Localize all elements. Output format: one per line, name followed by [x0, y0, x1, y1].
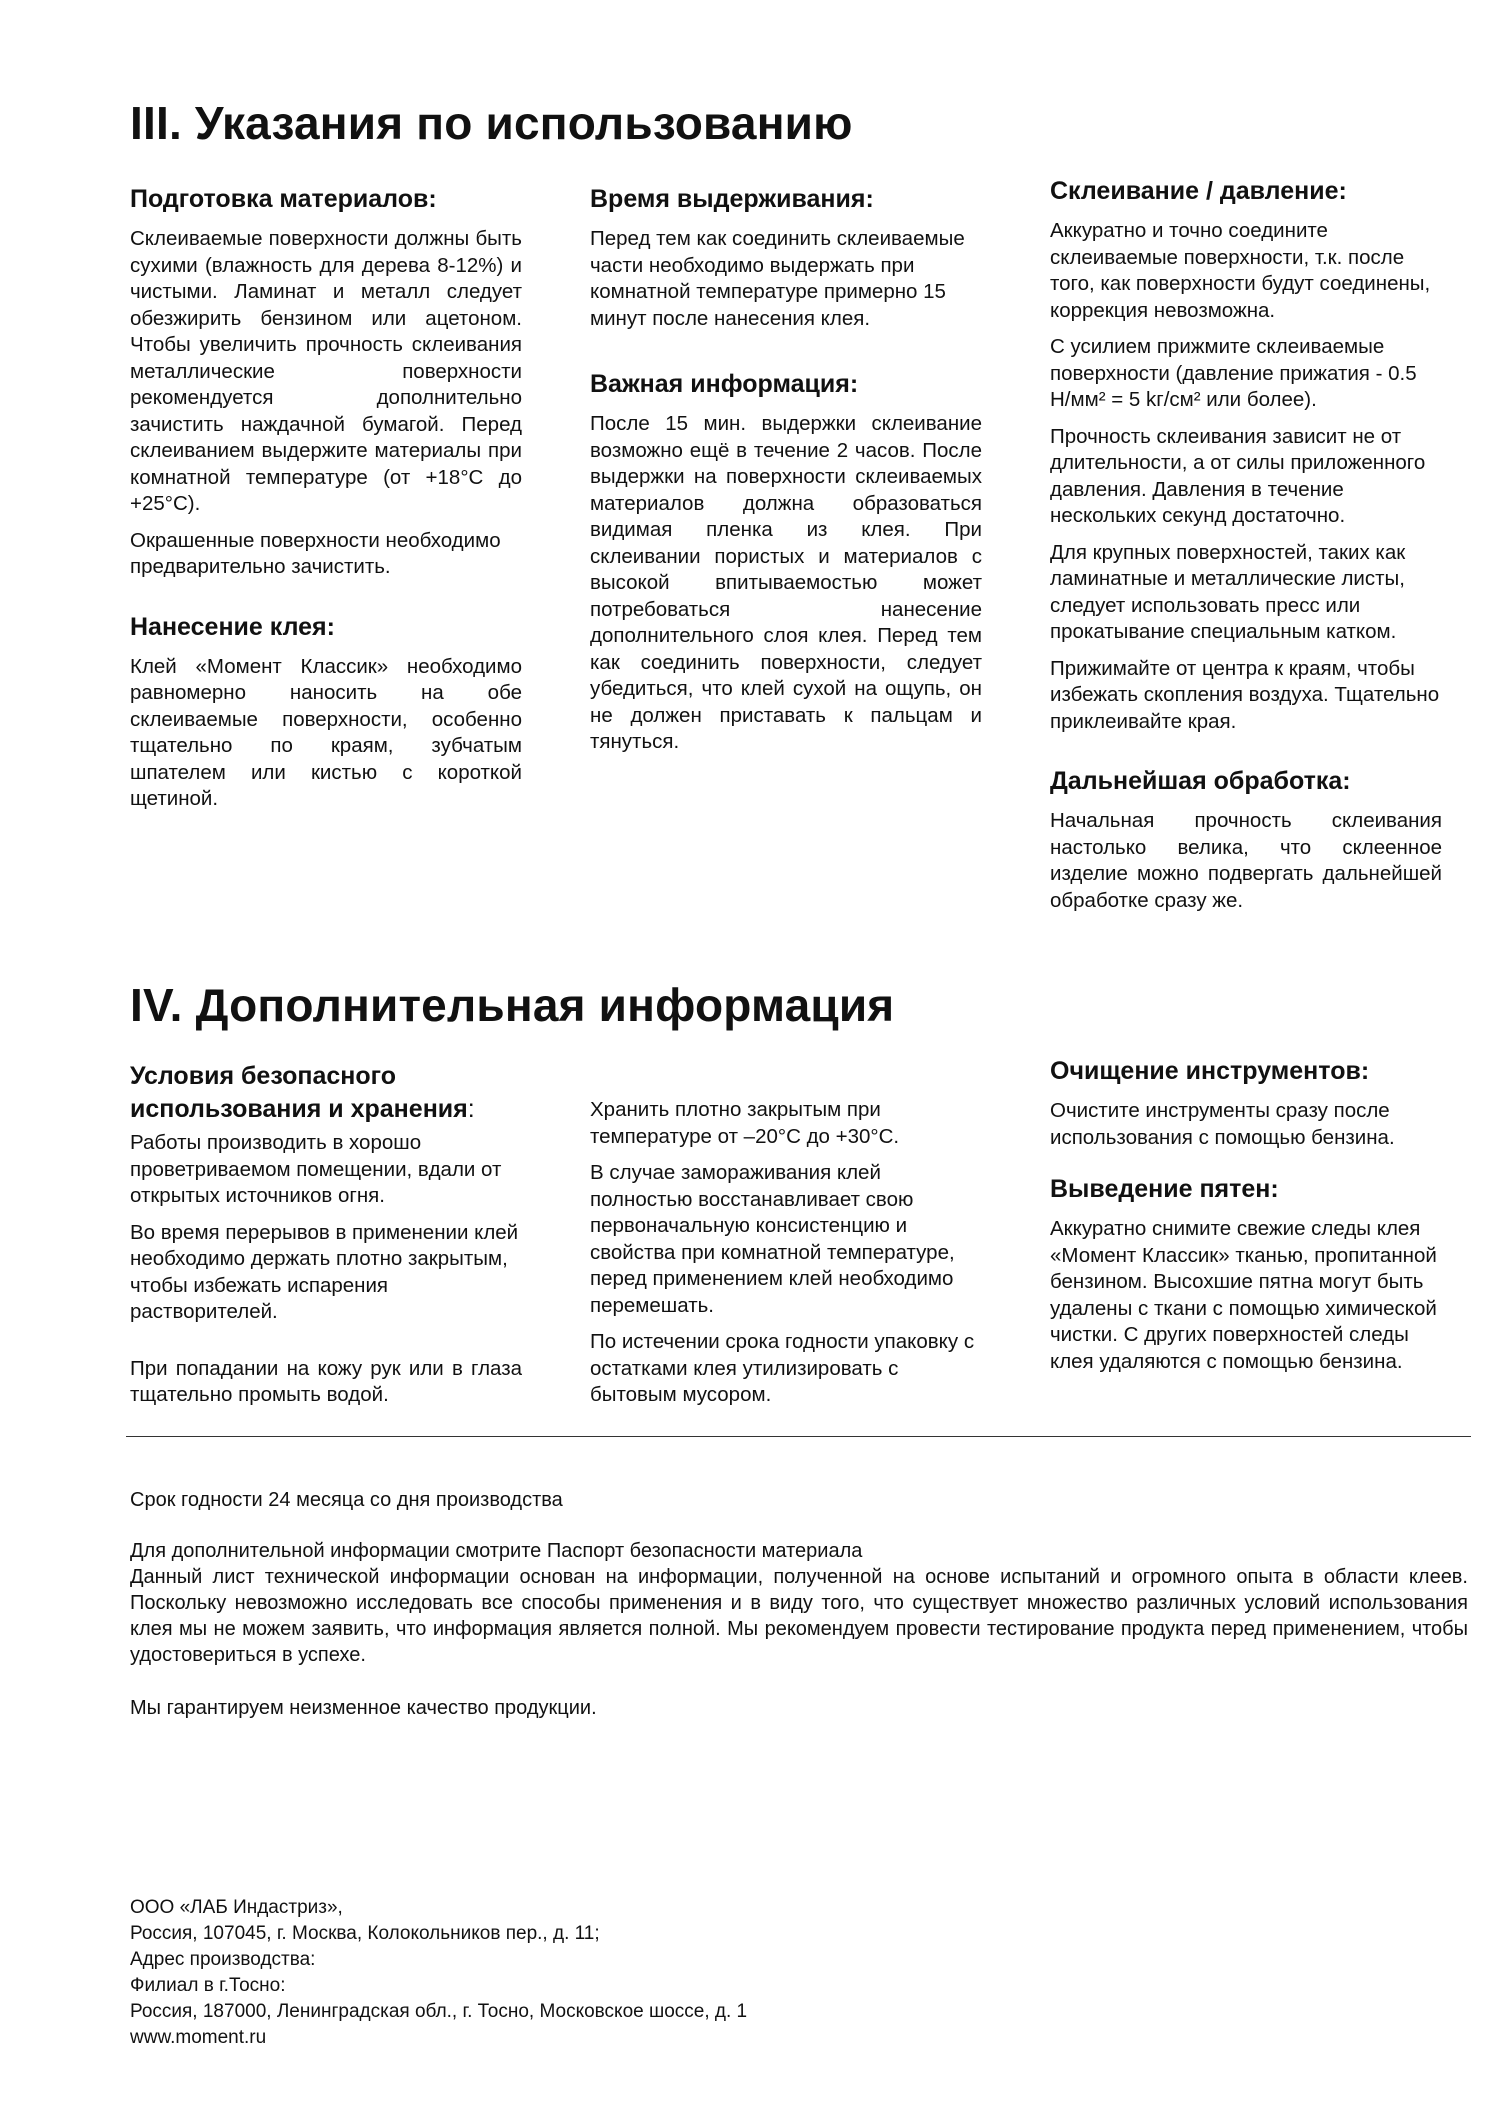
heading-material-preparation: Подготовка материалов: [130, 185, 437, 213]
company-address-block [130, 1895, 747, 2051]
paragraph-storage-1: Хранить плотно закрытым при температуре от –20°C до +30°C. [590, 1098, 900, 1148]
paragraph-storage-2: В случае замораживания клей полностью восстанавливает свою первоначальную консистенцию и свойства при комнатной температуре, перед применением клей необходимо перемешать. [590, 1161, 955, 1317]
paragraph-bonding-5: Прижимайте от центра к краям, чтобы избежать скопления воздуха. Тщательно приклеивайте края. [1050, 656, 1440, 733]
section-3-column-2 [590, 183, 982, 766]
heading-further-processing: Дальнейшая обработка: [1050, 767, 1351, 795]
heading-safe-use-text: использования и хранения [130, 1095, 468, 1123]
address-production-label: Адрес производства: [130, 1949, 316, 1970]
section-3-column-1 [130, 183, 522, 823]
paragraph-safety-3: При попадании на кожу рук или в глаза тщательно промыть водой. [130, 1356, 522, 1406]
paragraph-material-preparation: Склеиваемые поверхности должны быть сухими (влажность для дерева 8-12%) и чистыми. Ламинат и металл следует обезжирить бензином или ацетоном. Чтобы увеличить прочность склеивания металлические поверхности рекомендуется дополнительно зачистить наждачной бумагой. Перед склеиванием выдержите материалы при комнатной температуре (от +18°C до +25°C). [130, 227, 522, 515]
paragraph-bonding-1: Аккуратно и точно соедините склеиваемые поверхности, т.к. после того, как поверхности будут соединены, коррекция невозможна. [1050, 219, 1431, 322]
paragraph-further-processing: Начальная прочность склеивания настолько велика, что склеенное изделие можно подвергать дальнейшей обработке сразу же. [1050, 809, 1442, 912]
msds-reference-text: Для дополнительной информации смотрите Паспорт безопасности материала [130, 1540, 863, 1562]
shelf-life-text: Срок годности 24 месяца со дня производства [130, 1489, 563, 1511]
address-company-name: ООО «ЛАБ Индастриз», [130, 1897, 343, 1918]
heading-safe-use-colon: : [467, 1095, 475, 1123]
heading-safe-use-line-2 [130, 1093, 522, 1126]
paragraph-storage-3: По истечении срока годности упаковку с остатками клея утилизировать с бытовым мусором. [590, 1330, 975, 1406]
heading-holding-time: Время выдерживания: [590, 185, 874, 213]
section-4-title: IV. Дополнительная информация [130, 979, 895, 1031]
section-3-column-3 [1050, 175, 1442, 924]
paragraph-painted-surfaces: Окрашенные поверхности необходимо предварительно зачистить. [130, 528, 501, 578]
paragraph-bonding-4: Для крупных поверхностей, таких как ламинатные и металлические листы, следует использовать пресс или прокатывание специальным катком. [1050, 540, 1406, 643]
heading-important-info: Важная информация: [590, 370, 859, 398]
disclaimer-text: Данный лист технической информации основан на информации, полученной на основе испытаний и огромного опыта в области клеев. Поскольку невозможно исследовать все способы применения и в виду того, что существует множество различных условий использования клея мы не можем заявить, что информация является полной. Мы рекомендуем провести тестирование продукта перед применением, чтобы удостовериться в успехе. [130, 1566, 1468, 1666]
section-4-column-1 [130, 1060, 522, 1419]
section-3-title: III. Указания по использованию [130, 97, 853, 149]
paragraph-bonding-2: С усилием прижмите склеиваемые поверхности (давление прижатия - 0.5 Н/мм² = 5 kг/см² или более). [1050, 335, 1417, 411]
paragraph-bonding-3: Прочность склеивания зависит не от длительности, а от силы приложенного давления. Давления в течение нескольких секунд достаточно. [1050, 424, 1426, 527]
section-4-column-2 [590, 1097, 982, 1419]
address-moscow: Россия, 107045, г. Москва, Колокольников пер., д. 11; [130, 1923, 600, 1944]
paragraph-safety-1: Работы производить в хорошо проветриваемом помещении, вдали от открытых источников огня. [130, 1131, 502, 1207]
paragraph-tool-cleaning: Очистите инструменты сразу после использования с помощью бензина. [1050, 1099, 1395, 1149]
heading-bonding-pressure: Склеивание / давление: [1050, 177, 1347, 205]
heading-glue-application: Нанесение клея: [130, 612, 335, 641]
section-4-column-3 [1050, 1055, 1442, 1385]
address-tosno: Россия, 187000, Ленинградская обл., г. Тосно, Московское шоссе, д. 1 [130, 2001, 748, 2022]
horizontal-divider [126, 1436, 1471, 1437]
website-text: www.moment.ru [130, 2027, 267, 2048]
paragraph-stain-removal: Аккуратно снимите свежие следы клея «Момент Классик» тканью, пропитанной бензином. Высохшие пятна могут быть удалены с ткани с помощью химической чистки. С других поверхностей следы клея удаляются с помощью бензина. [1050, 1217, 1437, 1373]
heading-tool-cleaning: Очищение инструментов: [1050, 1057, 1370, 1085]
quality-guarantee-text: Мы гарантируем неизменное качество продукции. [130, 1697, 597, 1719]
heading-stain-removal: Выведение пятен: [1050, 1175, 1279, 1203]
paragraph-holding-time: Перед тем как соединить склеиваемые части необходимо выдержать при комнатной температуре примерно 15 минут после нанесения клея. [590, 227, 965, 330]
heading-safe-use-line-1: Условия безопасного [130, 1062, 397, 1090]
paragraph-safety-2: Во время перерывов в применении клей необходимо держать плотно закрытым, чтобы избежать испарения растворителей. [130, 1220, 519, 1323]
paragraph-glue-application: Клей «Момент Классик» необходимо равномерно наносить на обе склеиваемые поверхности, особенно тщательно по краям, зубчатым шпателем или кистью с короткой щетиной. [130, 654, 522, 810]
paragraph-important-info: После 15 мин. выдержки склеивание возможно ещё в течение 2 часов. После выдержки на поверхности склеиваемых материалов должна образоваться видимая пленка из клея. При склеивании пористых и материалов с высокой впитываемостью может потребоваться нанесение дополнительного слоя клея. Перед тем как соединить поверхности, следует убедиться, что клей сухой на ощупь, он не должен приставать к пальцам и тянуться. [590, 412, 982, 753]
address-branch-label: Филиал в г.Тосно: [130, 1975, 286, 1996]
